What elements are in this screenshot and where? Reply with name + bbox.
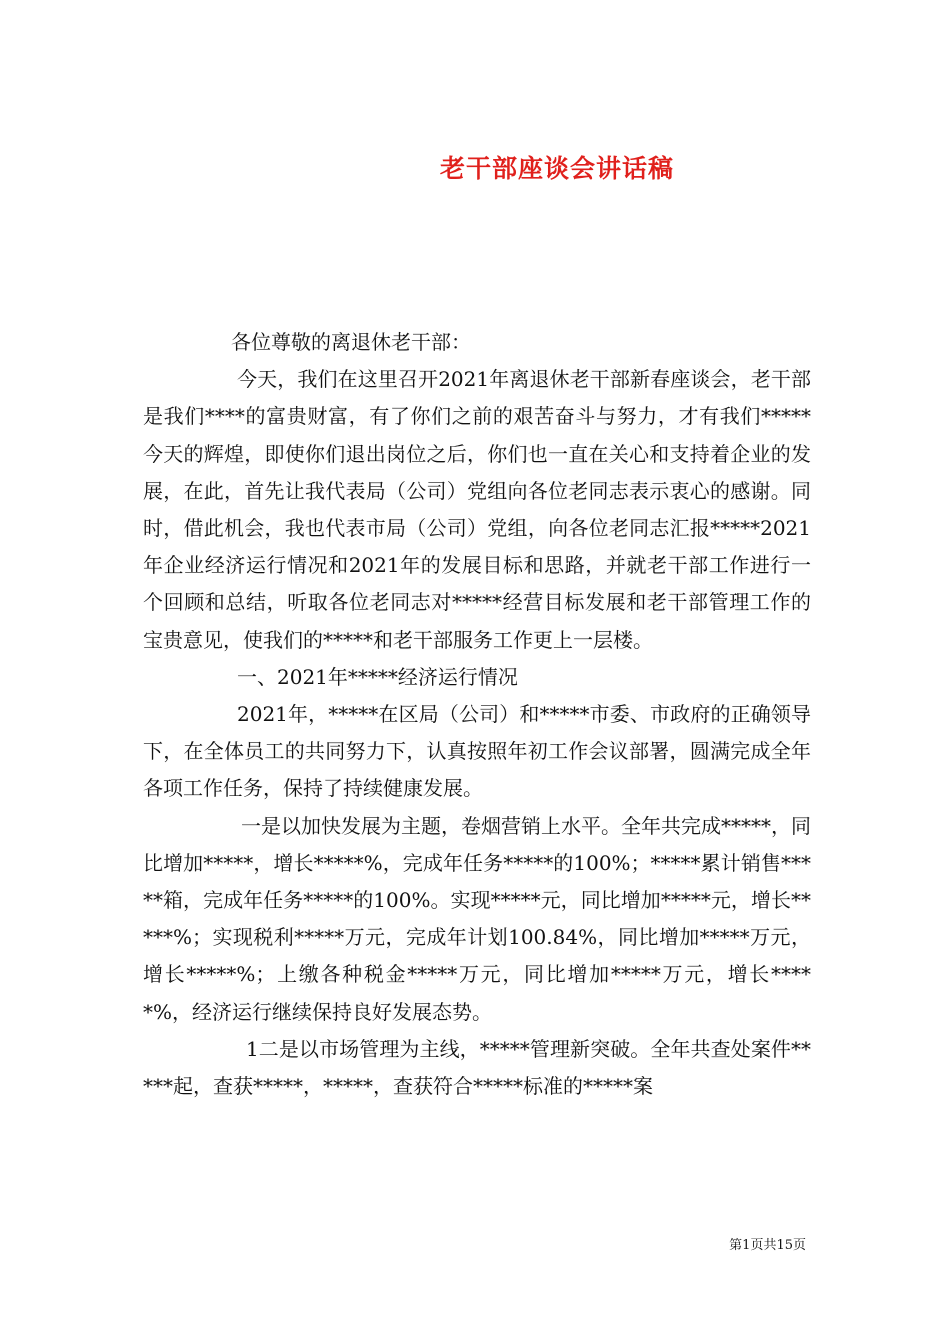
paragraph-overview: 2021年，*****在区局（公司）和*****市委、市政府的正确领导下，在全体员工的共同努力下，认真按照年初工作会议部署，圆满完成全年各项工作任务，保持了持续健康发展。 (143, 702, 811, 801)
salutation: 各位尊敬的离退休老干部： (231, 330, 471, 354)
page-number: 第1页共15页 (729, 1238, 806, 1253)
paragraph-sales: 一是以加快发展为主题，卷烟营销上水平。全年共完成*****，同比增加*****，增长*****%，完成年任务*****的100%；*****累计销售*****箱，完成年任务*****的100%。实现*****元，同比增加*****元，增长*****%；实现税利*****万元，完成年计划100.84%，同比增加*****万元，增长*****%；上缴各种税金*****万元，同比增加*****万元，增长*****%，经济运行继续保持良好发展态势。 (143, 813, 811, 1024)
document-body (143, 324, 811, 1105)
paragraph-opening: 今天，我们在这里召开2021年离退休老干部新春座谈会，老干部是我们****的富贵财富，有了你们之前的艰苦奋斗与努力，才有我们*****今天的辉煌，即使你们退出岗位之后，你们也一直在关心和支持着企业的发展，在此，首先让我代表局（公司）党组向各位老同志表示衷心的感谢。同时，借此机会，我也代表市局（公司）党组，向各位老同志汇报*****2021年企业经济运行情况和2021年的发展目标和思路，并就老干部工作进行一个回顾和总结，听取各位老同志对*****经营目标发展和老干部管理工作的宝贵意见，使我们的*****和老干部服务工作更上一层楼。 (143, 367, 811, 652)
page-title: 老干部座谈会讲话稿 (439, 153, 674, 183)
paragraph-market: 1二是以市场管理为主线，*****管理新突破。全年共查处案件*****起，查获*****，*****，查获符合*****标准的*****案 (143, 1036, 811, 1099)
section-heading: 一、2021年*****经济运行情况 (237, 664, 518, 689)
